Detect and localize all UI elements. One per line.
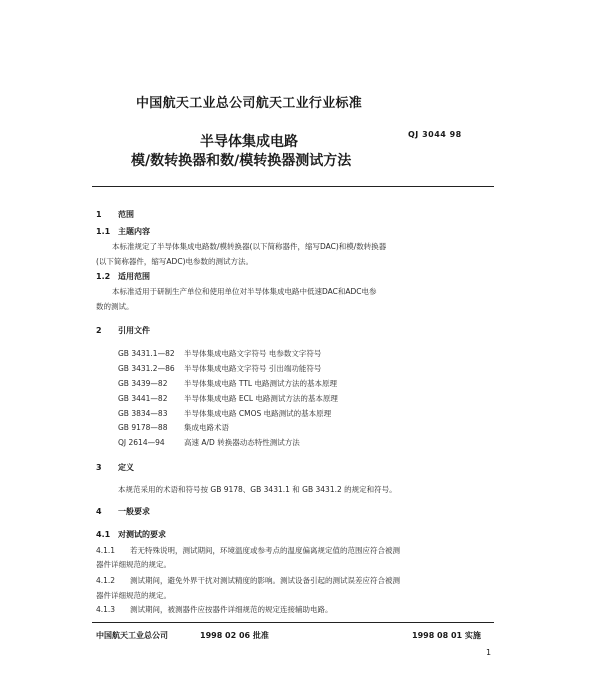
section-4-heading: 4 一般要求: [96, 507, 150, 516]
reference-item: QJ 2614—94 高速 A/D 转换器动态特性测试方法: [118, 438, 300, 447]
approval-date: 1998 02 06 批准: [200, 631, 269, 640]
footer-org: 中国航天工业总公司: [96, 631, 168, 640]
issuer-line: 中国航天工业总公司航天工业行业标准: [136, 96, 363, 111]
header-divider: [92, 186, 494, 187]
section-4-1-2-body-line-1: 4.1.2 测试期间，避免外界干扰对测试精度的影响。测试设备引起的测试误差应符合被测: [96, 576, 400, 585]
section-1-1-body-line-2: (以下简称器件，缩写ADC)电参数的测试方法。: [96, 257, 253, 266]
reference-item: GB 3441—82 半导体集成电路 ECL 电路测试方法的基本原理: [118, 394, 338, 403]
section-4-1-heading: 4.1 对测试的要求: [96, 530, 166, 539]
section-1-2-heading: 1.2 适用范围: [96, 272, 150, 281]
section-4-1-1-body-line-1: 4.1.1 若无特殊说明，测试期间，环境温度或参考点的温度偏离规定值的范围应符合被测: [96, 546, 400, 555]
section-4-1-1-body-line-2: 器件详细规范的规定。: [96, 560, 171, 569]
section-1-1-heading: 1.1 主题内容: [96, 227, 150, 236]
reference-item: GB 3431.1—82 半导体集成电路文字符号 电参数文字符号: [118, 349, 322, 358]
section-1-1-body-line-1: 本标准规定了半导体集成电路数/模转换器(以下简称器件，缩写DAC)和模/数转换器: [112, 242, 387, 251]
reference-item: GB 9178—88 集成电路术语: [118, 423, 229, 432]
standard-code: QJ 3044 98: [408, 130, 462, 139]
title-line-2: 模/数转换器和数/模转换器测试方法: [131, 153, 352, 169]
section-3-heading: 3 定义: [96, 463, 134, 472]
effective-date: 1998 08 01 实施: [412, 631, 481, 640]
title-line-1: 半导体集成电路: [200, 134, 298, 150]
section-1-2-body-line-1: 本标准适用于研制生产单位和使用单位对半导体集成电路中低速DAC和ADC电参: [112, 287, 377, 296]
reference-item: GB 3834—83 半导体集成电路 CMOS 电路测试的基本原理: [118, 409, 332, 418]
page-number: 1: [486, 648, 492, 657]
section-2-heading: 2 引用文件: [96, 326, 150, 335]
section-1-heading: 1 范围: [96, 210, 134, 219]
section-4-1-3-body: 4.1.3 测试期间，被测器件应按器件详细规范的规定连接辅助电路。: [96, 605, 333, 614]
footer-divider: [92, 622, 494, 623]
section-4-1-2-body-line-2: 器件详细规范的规定。: [96, 591, 171, 600]
reference-item: GB 3439—82 半导体集成电路 TTL 电路测试方法的基本原理: [118, 379, 337, 388]
reference-item: GB 3431.2—86 半导体集成电路文字符号 引出端功能符号: [118, 364, 322, 373]
section-3-body: 本规范采用的术语和符号按 GB 9178、GB 3431.1 和 GB 3431.2 的规定和符号。: [118, 485, 397, 494]
section-1-2-body-line-2: 数的测试。: [96, 302, 134, 311]
